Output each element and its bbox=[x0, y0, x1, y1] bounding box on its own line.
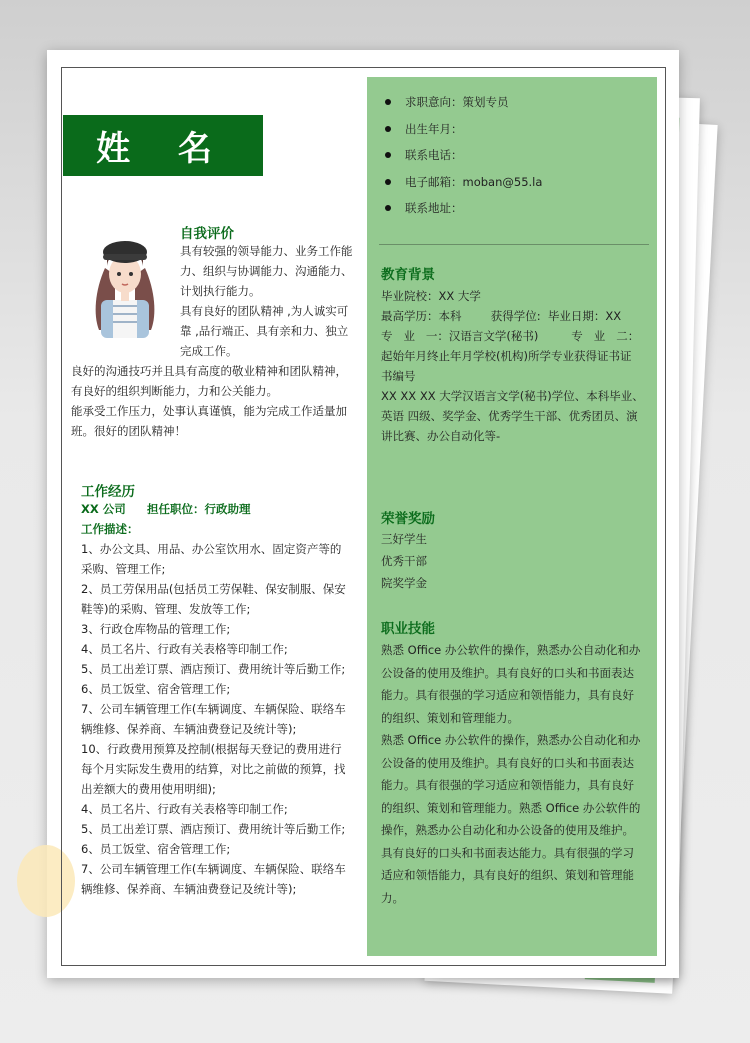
contact-item bbox=[385, 200, 463, 216]
text-line: 专 业 一：汉语言文学(秘书) 专 业 二： bbox=[381, 329, 640, 343]
contact-text: 电子邮箱：moban@55.la bbox=[405, 175, 543, 189]
resume-page bbox=[47, 50, 679, 978]
text-line: 1、办公文具、用品、办公室饮用水、固定资产等的 bbox=[81, 542, 342, 556]
text-line: 能承受工作压力，处事认真谨慎，能为完成工作适量加 bbox=[71, 404, 347, 418]
text-line: 2、员工劳保用品(包括员工劳保鞋、保安制服、保安 bbox=[81, 582, 346, 596]
contact-item bbox=[385, 94, 509, 110]
list-item: 院奖学金 bbox=[381, 576, 427, 590]
text-line: 4、员工名片、行政有关表格等印制工作; bbox=[81, 802, 288, 816]
text-line: 具有良好的口头和书面表达能力。具有很强的学习 bbox=[381, 845, 634, 860]
text-line: 毕业院校：XX 大学 bbox=[381, 289, 481, 303]
contact-item bbox=[385, 174, 542, 190]
text-line: 5、员工出差订票、酒店预订、费用统计等后勤工作; bbox=[81, 662, 346, 676]
text-line: 操作，熟悉办公自动化和办公设备的使用及维护。 bbox=[381, 823, 634, 837]
self-eval-text bbox=[180, 241, 353, 361]
text-line: 鞋等)的采购、管理、发放等工作; bbox=[81, 602, 251, 616]
list-item: 三好学生 bbox=[381, 532, 427, 546]
section-divider bbox=[379, 244, 649, 245]
text-line: 熟悉 Office 办公软件的操作，熟悉办公自动化和办 bbox=[381, 643, 641, 657]
text-line: 完成工作。 bbox=[180, 344, 238, 358]
work-description bbox=[81, 539, 346, 899]
text-line: 熟悉 Office 办公软件的操作，熟悉办公自动化和办 bbox=[381, 733, 641, 747]
text-line: 计划执行能力。 bbox=[180, 284, 261, 298]
bullet-icon bbox=[385, 179, 391, 185]
text-line: 4、员工名片、行政有关表格等印制工作; bbox=[81, 642, 288, 656]
honors-title: 荣誉奖励 bbox=[381, 511, 435, 527]
text-line: 6、员工饭堂、宿舍管理工作; bbox=[81, 842, 231, 856]
contact-text: 联系电话： bbox=[405, 148, 463, 162]
text-line: 能力。具有很强的学习适应和领悟能力，具有良好 bbox=[381, 778, 634, 792]
list-item: 优秀干部 bbox=[381, 554, 427, 568]
text-line: 力。 bbox=[381, 890, 404, 905]
work-desc-title: 工作描述： bbox=[81, 522, 139, 536]
text-line: 的组织、策划和管理能力。熟悉 Office 办公软件的 bbox=[381, 800, 641, 815]
text-line: 班。很好的团队精神！ bbox=[71, 424, 186, 438]
bullet-icon bbox=[385, 99, 391, 105]
text-line: 7、公司车辆管理工作(车辆调度、车辆保险、联络车 bbox=[81, 862, 346, 876]
text-line: 有良好的组织判断能力，力和公关能力。 bbox=[71, 384, 278, 398]
text-line: 力、组织与协调能力、沟通能力、 bbox=[180, 264, 353, 278]
text-line: 具有较强的领导能力、业务工作能 bbox=[180, 244, 353, 258]
self-eval-title: 自我评价 bbox=[180, 226, 234, 242]
text-line: 采购、管理工作; bbox=[81, 562, 166, 576]
text-line: 公设备的使用及维护。具有良好的口头和书面表达 bbox=[381, 755, 634, 770]
text-line: 辆维修、保养商、车辆油费登记及统计等); bbox=[81, 882, 297, 896]
education-text bbox=[381, 286, 656, 446]
work-position: 担任职位：行政助理 bbox=[147, 502, 251, 516]
skills-text bbox=[381, 639, 640, 909]
contact-text: 求职意向：策划专员 bbox=[405, 95, 509, 109]
skills-title: 职业技能 bbox=[381, 621, 435, 637]
avatar bbox=[85, 230, 165, 338]
text-line: 的组织、策划和管理能力。 bbox=[381, 710, 519, 725]
text-line: 起始年月终止年月学校(机构)所学专业获得证书证 bbox=[381, 349, 632, 363]
work-company: XX 公司 bbox=[81, 502, 126, 516]
text-line: 良好的沟通技巧并且具有高度的敬业精神和团队精神， bbox=[71, 364, 347, 378]
text-line: 最高学历：本科 获得学位: 毕业日期：XX bbox=[381, 309, 622, 323]
text-line: 能力。具有很强的学习适应和领悟能力，具有良好 bbox=[381, 688, 634, 702]
education-title: 教育背景 bbox=[381, 267, 435, 283]
text-line: 靠 ,品行端正、具有亲和力、独立 bbox=[180, 324, 349, 338]
text-line: 英语 四级、奖学金、优秀学生干部、优秀团员、演 bbox=[381, 409, 638, 423]
text-line: 10、行政费用预算及控制(根据每天登记的费用进行 bbox=[81, 742, 342, 756]
contact-text: 联系地址： bbox=[405, 201, 463, 215]
work-title: 工作经历 bbox=[81, 484, 135, 500]
text-line: 公设备的使用及维护。具有良好的口头和书面表达 bbox=[381, 665, 634, 680]
text-line: 讲比赛、办公自动化等- bbox=[381, 429, 501, 443]
bullet-icon bbox=[385, 152, 391, 158]
text-line: 7、公司车辆管理工作(车辆调度、车辆保险、联络车 bbox=[81, 702, 346, 716]
text-line: 6、员工饭堂、宿舍管理工作; bbox=[81, 682, 231, 696]
bullet-icon bbox=[385, 126, 391, 132]
text-line: XX XX XX 大学汉语言文学(秘书)学位、本科毕业、 bbox=[381, 389, 644, 403]
contact-item bbox=[385, 147, 463, 163]
name-banner: 姓 名 bbox=[63, 115, 263, 176]
text-line: 3、行政仓库物品的管理工作; bbox=[81, 622, 231, 636]
text-line: 适应和领悟能力，具有良好的组织、策划和管理能 bbox=[381, 868, 634, 882]
honors-list bbox=[381, 528, 427, 594]
text-line: 书编号 bbox=[381, 369, 416, 383]
text-line: 每个月实际发生费用的结算，对比之前做的预算，找 bbox=[81, 762, 346, 776]
text-line: 具有良好的团队精神 ,为人诚实可 bbox=[180, 304, 349, 318]
self-eval-more bbox=[71, 361, 347, 441]
contact-item bbox=[385, 121, 463, 137]
bullet-icon bbox=[385, 205, 391, 211]
contact-text: 出生年月： bbox=[405, 122, 463, 136]
text-line: 辆维修、保养商、车辆油费登记及统计等); bbox=[81, 722, 297, 736]
text-line: 出差额大的费用使用明细); bbox=[81, 782, 216, 796]
text-line: 5、员工出差订票、酒店预订、费用统计等后勤工作; bbox=[81, 822, 346, 836]
